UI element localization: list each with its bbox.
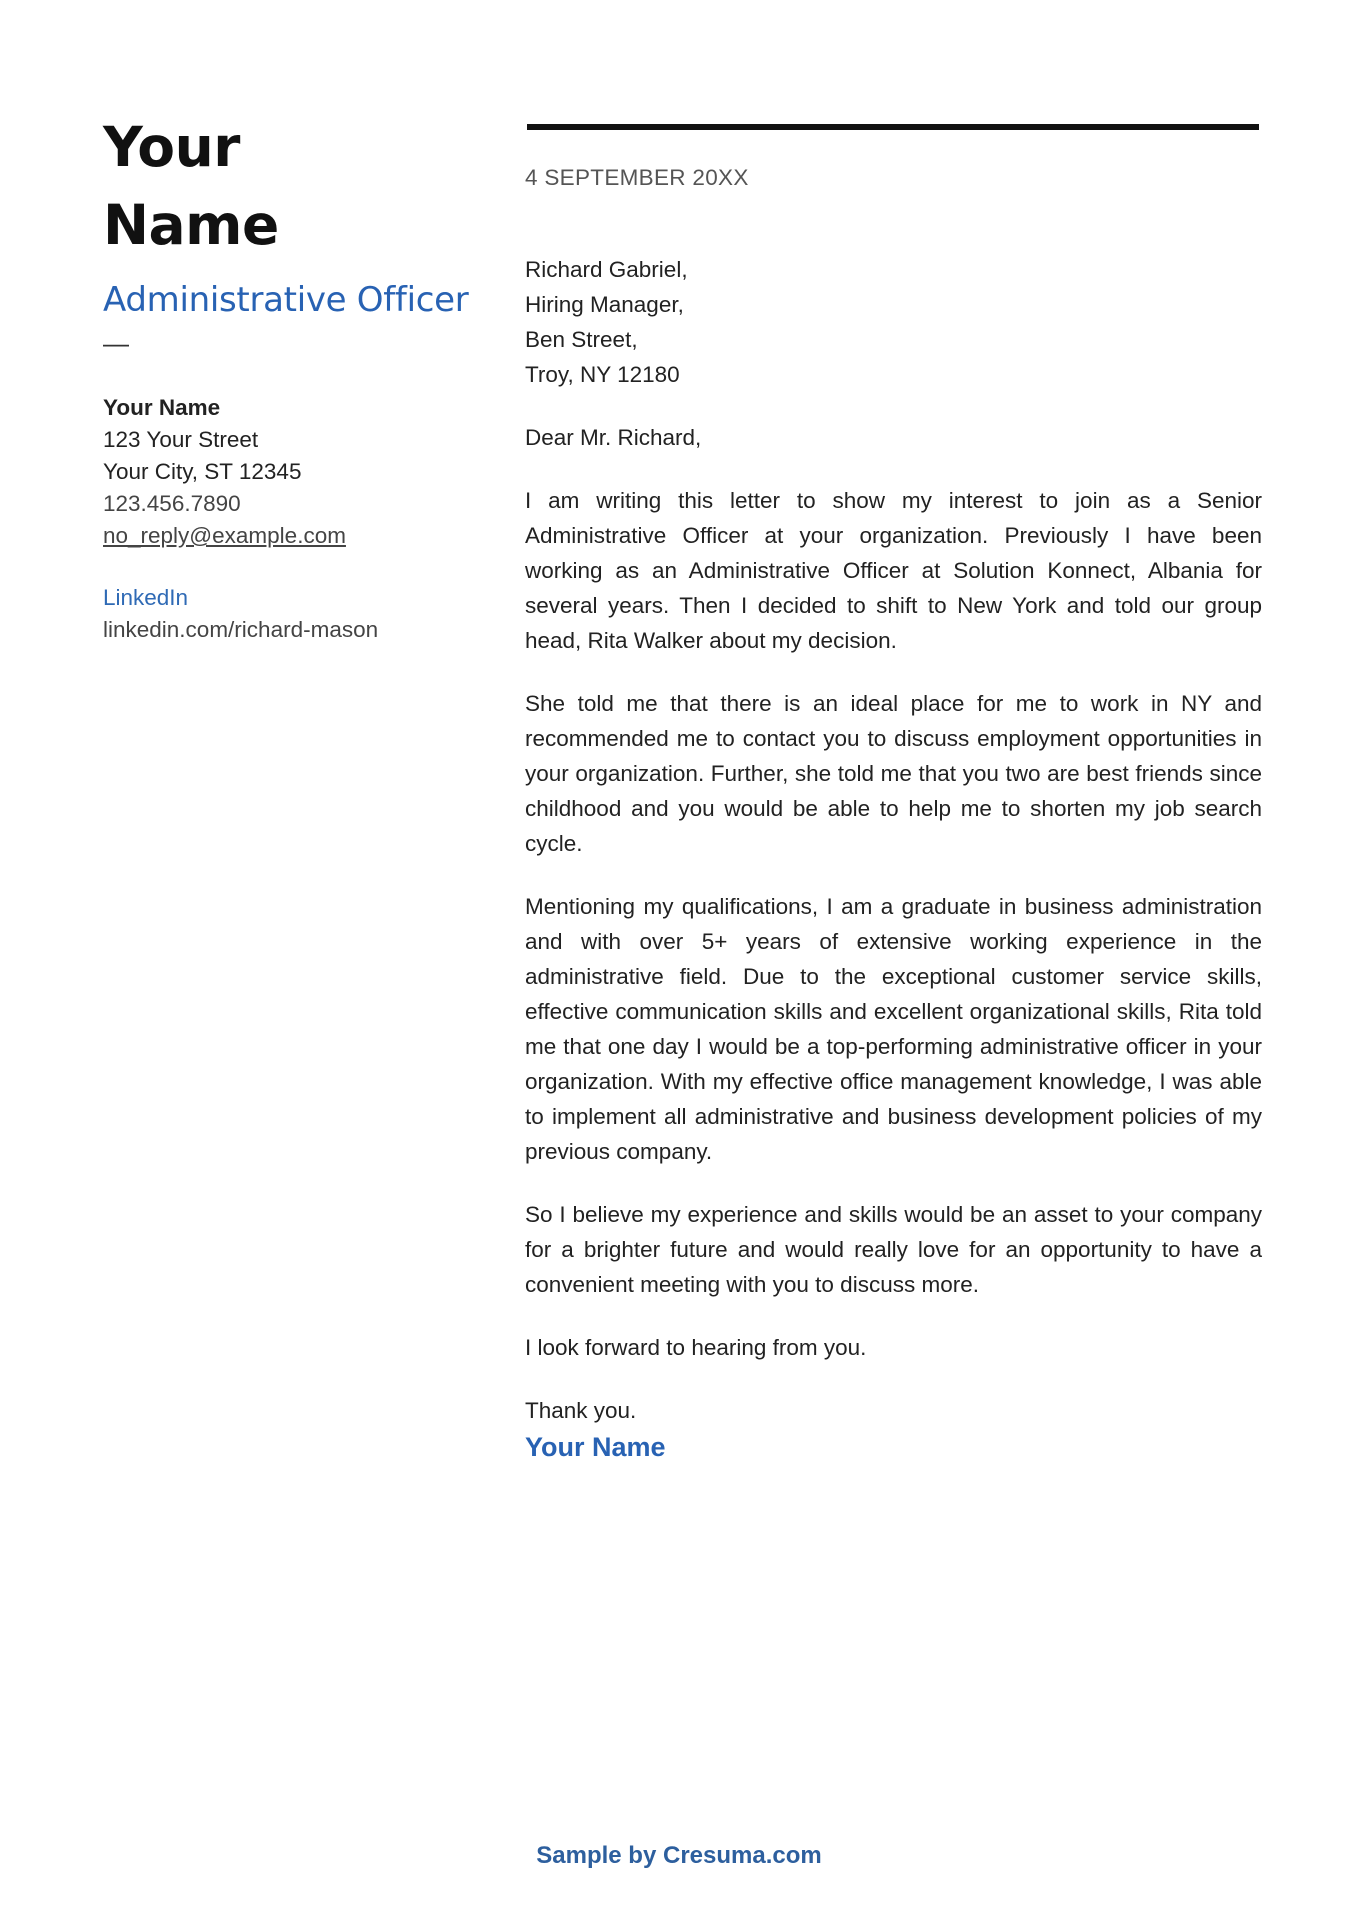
sidebar [103,108,503,646]
signature: Your Name [525,1432,666,1462]
contact-street: 123 Your Street [103,427,259,452]
linkedin-url: linkedin.com/richard-mason [103,617,379,642]
contact-block [103,392,503,552]
body-paragraph: Mentioning my qualifications, I am a graduate in business administration and with over 5+ years of extensive working experience in the administrative field. Due to the exceptional customer service skills, effective communication skills and excellent organizational skills, Rita told me that one day I would be a top-performing administrative officer in your organization. With my effective office management knowledge, I was able to implement all administrative and business development policies of my previous company. [525,894,1262,1164]
body-paragraph: So I believe my experience and skills would be an asset to your company for a brighter future and would really love for an opportunity to have a convenient meeting with you to discuss more. [525,1202,1262,1297]
contact-city: Your City, ST 12345 [103,459,302,484]
body-paragraph: I look forward to hearing from you. [525,1335,867,1360]
letter-date: 4 SEPTEMBER 20XX [525,165,749,190]
contact-email-link[interactable]: no_reply@example.com [103,523,346,548]
name-line-1: Your [103,115,240,179]
divider-dash: — [103,328,129,358]
linkedin-block [103,582,503,646]
name-line-2: Name [103,193,279,257]
job-title: Administrative Officer [103,280,469,320]
applicant-name-heading [103,108,503,264]
body-paragraph: She told me that there is an ideal place for me to work in NY and recommended me to contact you to discuss employment opportunities in your organization. Further, she told me that you two are best friends since childhood and you would be able to help me to shorten my job search cycle. [525,691,1262,856]
footer-credit: Sample by Cresuma.com [536,1842,822,1869]
recipient-address [525,252,1262,392]
linkedin-label: LinkedIn [103,585,189,610]
recipient-line: Troy, NY 12180 [525,362,680,387]
recipient-line: Richard Gabriel, [525,257,688,282]
header-rule [527,124,1259,130]
salutation: Dear Mr. Richard, [525,425,702,450]
recipient-line: Hiring Manager, [525,292,684,317]
closing: Thank you. [525,1398,637,1423]
body-paragraph: I am writing this letter to show my interest to join as a Senior Administrative Officer at your organization. Previously I have been working as an Administrative Officer at Solution Konnect, Albania for several years. Then I decided to shift to New York and told our group head, Rita Walker about my decision. [525,488,1262,653]
contact-name: Your Name [103,395,221,420]
contact-phone: 123.456.7890 [103,491,241,516]
recipient-line: Ben Street, [525,327,638,352]
letter-body [525,160,1262,1466]
